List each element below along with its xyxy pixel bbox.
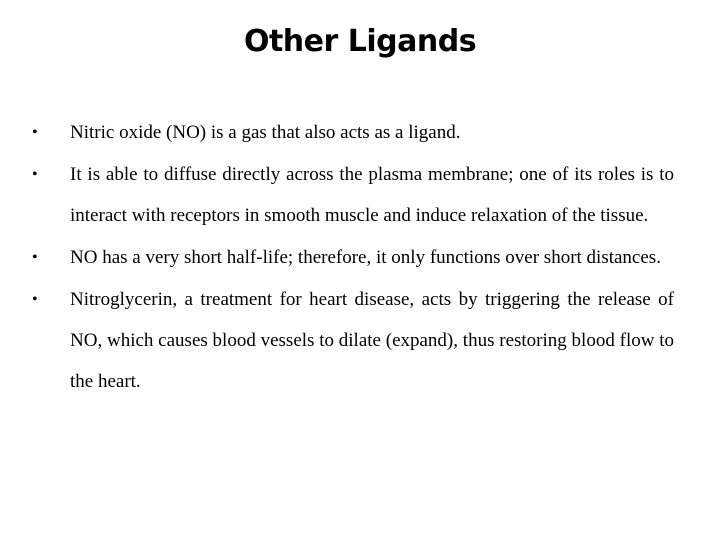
bullet-item: [32, 154, 674, 236]
bullet-item: [32, 112, 674, 153]
bullet-item: [32, 279, 674, 402]
bullet-list: [32, 112, 674, 403]
bullet-dot-icon: •: [32, 249, 38, 266]
bullet-text: NO has a very short half-life; therefore, it only functions over short distances.: [70, 247, 661, 268]
bullet-text: It is able to diffuse directly across the plasma membrane; one of its roles is to interact with receptors in smooth muscle and induce relaxation of the tissue.: [70, 164, 674, 226]
bullet-dot-icon: •: [32, 124, 38, 141]
slide-title: Other Ligands: [243, 24, 477, 59]
bullet-dot-icon: •: [32, 166, 38, 183]
bullet-item: [32, 237, 674, 278]
bullet-dot-icon: •: [32, 291, 38, 308]
bullet-text: Nitroglycerin, a treatment for heart disease, acts by triggering the release of NO, which causes blood vessels to dilate (expand), thus restoring blood flow to the heart.: [70, 289, 674, 392]
bullet-text: Nitric oxide (NO) is a gas that also acts as a ligand.: [70, 122, 461, 143]
